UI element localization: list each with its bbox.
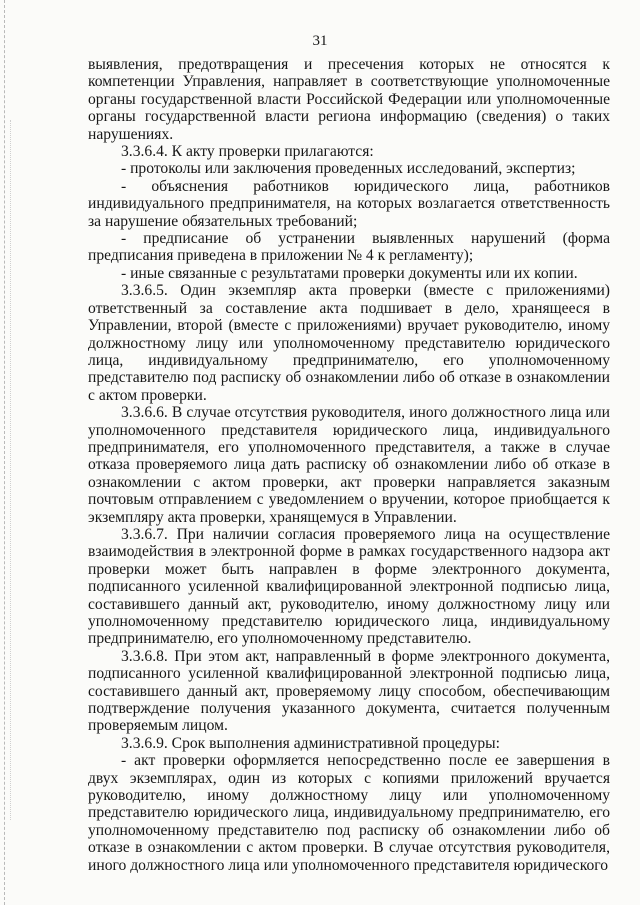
paragraph: выявления, предотвращения и пресечения которых не относятся к компетенции Управления, направляет в соответствующие уполномоченные органы государственной власти Российской Федерации или уполномоченные органы государственной власти региона информацию (сведения) о таких нарушениях. xyxy=(88,56,610,143)
scan-edge-dots xyxy=(10,120,12,820)
paragraph: 3.3.6.9. Срок выполнения административной процедуры: xyxy=(121,734,500,752)
paragraph: - иные связанные с результатами проверки документы или их копии. xyxy=(121,264,578,282)
paragraph: 3.3.6.7. При наличии согласия проверяемого лица на осуществление взаимодействия в электронной форме в рамках государственного надзора акт проверки может быть направлен в форме электронного документа, подписанного усиленной квалифицированной электронной подписью лица, составившего данный акт, руководителю, иному должностному лицу или уполномоченному представителю юридического лица, индивидуальному предпринимателю, его уполномоченному представителю. xyxy=(88,525,610,648)
document-body xyxy=(88,56,610,874)
page-number: 31 xyxy=(312,33,328,49)
paragraph: - протоколы или заключения проведенных исследований, экспертиз; xyxy=(121,160,576,178)
paragraph: - объяснения работников юридического лица, работников индивидуального предпринимателя, на которых возлагается ответственность за нарушение обязательных требований; xyxy=(88,177,610,230)
paragraph: - акт проверки оформляется непосредственно после ее завершения в двух экземплярах, один из которых с копиями приложений вручается руководителю, иному должностному лицу или уполномоченному представителю юридического лица, индивидуальному предпринимателю, его уполномоченному представителю под расписку об ознакомлении либо об отказе в ознакомлении с актом проверки. В случае отсутствия руководителя, иного должностного лица или уполномоченного представителя юридического xyxy=(88,752,610,874)
paragraph: - предписание об устранении выявленных нарушений (форма предписания приведена в приложении № 4 к регламенту); xyxy=(88,230,610,265)
paragraph: 3.3.6.5. Один экземпляр акта проверки (вместе с приложениями) ответственный за составление акта подшивает в дело, хранящееся в Управлении, второй (вместе с приложениями) вручает руководителю, иному должностному лицу или уполномоченному представителю юридического лица, индивидуальному предпринимателю, его уполномоченному представителю под расписку об ознакомлении либо об отказе в ознакомлении с актом проверки. xyxy=(88,282,610,404)
paragraph: 3.3.6.6. В случае отсутствия руководителя, иного должностного лица или уполномоченного представителя юридического лица, индивидуального предпринимателя, его уполномоченного представителя, а также в случае отказа проверяемого лица дать расписку об ознакомлении либо об отказе в ознакомлении с актом проверки, акт проверки направляется заказным почтовым отправлением с уведомлением о вручении, которое приобщается к экземпляру акта проверки, хранящемуся в Управлении. xyxy=(88,404,610,526)
paragraph: 3.3.6.8. При этом акт, направленный в форме электронного документа, подписанного усиленной квалифицированной электронной подписью лица, составившего данный акт, проверяемому лицу способом, обеспечивающим подтверждение получения указанного документа, считается полученным проверяемым лицом. xyxy=(88,647,610,735)
paragraph: 3.3.6.4. К акту проверки прилагаются: xyxy=(121,143,374,161)
